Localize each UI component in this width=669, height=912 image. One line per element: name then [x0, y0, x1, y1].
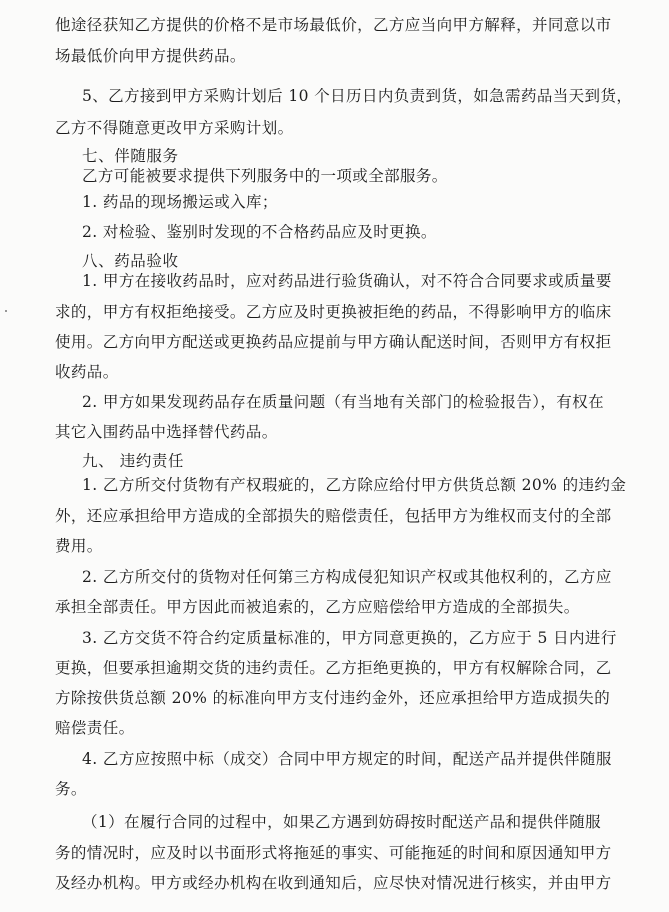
- text-line: 外，还应承担给甲方造成的全部损失的赔偿责任，包括甲方为维权而支付的全部: [55, 507, 612, 525]
- text-line: 乙方不得随意更改甲方采购计划。: [55, 119, 294, 137]
- section-heading: 九、 违约责任: [82, 452, 185, 470]
- section-heading: 八、药品验收: [82, 252, 179, 270]
- list-item: 1. 药品的现场搬运或入库；: [82, 193, 278, 211]
- text-line: 2. 乙方所交付的货物对任何第三方构成侵犯知识产权或其他权利的，乙方应: [82, 568, 612, 586]
- text-line: 收药品。: [55, 363, 119, 381]
- text-line: 务的情况时，应及时以书面形式将拖延的事实、可能拖延的时间和原因通知甲方: [55, 844, 612, 862]
- text-line: 求的，甲方有权拒绝接受。乙方应及时更换被拒绝的药品，不得影响甲方的临床: [55, 303, 612, 321]
- text-line: 使用。乙方向甲方配送或更换药品应提前与甲方确认配送时间，否则甲方有权拒: [55, 333, 612, 351]
- text-line: 务。: [55, 780, 87, 798]
- text-line: 2. 甲方如果发现药品存在质量问题（有当地有关部门的检验报告），有权在: [82, 393, 604, 411]
- text-line: 3. 乙方交货不符合约定质量标准的，甲方同意更换的，乙方应于 5 日内进行: [82, 629, 617, 647]
- text-line: 场最低价向甲方提供药品。: [55, 47, 246, 65]
- text-line: 更换，但要承担逾期交货的违约责任。乙方拒绝更换的，甲方有权解除合同，乙: [55, 659, 612, 677]
- text-line: 1. 甲方在接收药品时，应对药品进行验货确认，对不符合合同要求或质量要: [82, 272, 612, 290]
- text-line: 费用。: [55, 537, 103, 555]
- text-line: 乙方可能被要求提供下列服务中的一项或全部服务。: [82, 167, 448, 185]
- text-line: 4. 乙方应按照中标（成交）合同中甲方规定的时间，配送产品并提供伴随服: [82, 750, 612, 768]
- list-item: 2. 对检验、鉴别时发现的不合格药品应及时更换。: [82, 223, 437, 241]
- text-line: （1）在履行合同的过程中，如果乙方遇到妨碍按时配送产品和提供伴随服: [82, 813, 602, 831]
- text-line: 他途径获知乙方提供的价格不是市场最低价，乙方应当向甲方解释，并同意以市: [55, 16, 612, 34]
- text-line: 及经办机构。甲方或经办机构在收到通知后，应尽快对情况进行核实，并由甲方: [55, 874, 612, 892]
- text-line: 方除按供货总额 20% 的标准向甲方支付违约金外，还应承担给甲方造成损失的: [55, 689, 611, 707]
- section-heading: 七、伴随服务: [82, 147, 179, 165]
- scan-speck: [5, 310, 7, 312]
- text-line: 5、乙方接到甲方采购计划后 10 个日历日内负责到货，如急需药品当天到货，: [82, 87, 633, 105]
- text-line: 1. 乙方所交付货物有产权瑕疵的，乙方除应给付甲方供货总额 20% 的违约金: [82, 476, 627, 494]
- text-line: 赔偿责任。: [55, 719, 135, 737]
- text-line: 承担全部责任。甲方因此而被追索的，乙方应赔偿给甲方造成的全部损失。: [55, 598, 580, 616]
- text-line: 其它入围药品中选择替代药品。: [55, 423, 278, 441]
